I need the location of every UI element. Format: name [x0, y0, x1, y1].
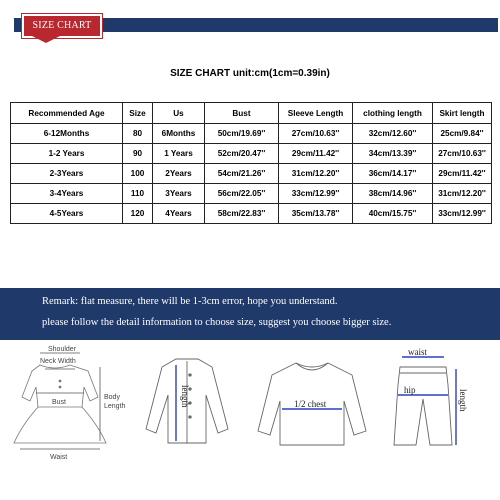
table-cell: 33cm/12.99'' — [279, 184, 353, 204]
table-cell: 3Years — [153, 184, 205, 204]
table-cell: 29cm/11.42'' — [279, 144, 353, 164]
table-cell: 100 — [123, 164, 153, 184]
shirt-button — [189, 374, 191, 376]
table-cell: 58cm/22.83'' — [205, 204, 279, 224]
table-cell: 36cm/14.17'' — [353, 164, 433, 184]
button-dot — [59, 380, 61, 382]
banner-label: SIZE CHART — [32, 20, 92, 31]
shirt-length-label: length — [180, 385, 190, 408]
table-cell: 6-12Months — [11, 124, 123, 144]
table-cell: 4-5Years — [11, 204, 123, 224]
table-row — [11, 204, 492, 224]
table-row — [11, 144, 492, 164]
table-header-row — [11, 103, 492, 124]
pants-length-label: length — [458, 389, 468, 412]
table-row — [11, 124, 492, 144]
pants-outline-icon — [394, 367, 452, 445]
table-cell: 40cm/15.75'' — [353, 204, 433, 224]
table-row — [11, 184, 492, 204]
header-cell: Skirt length — [433, 103, 492, 124]
button-dot — [59, 386, 61, 388]
shirt-button — [189, 416, 191, 418]
remark-line-2: please follow the detail information to choose size, suggest you choose bigger size. — [42, 317, 392, 328]
table-cell: 25cm/9.84'' — [433, 124, 492, 144]
header-cell: Size — [123, 103, 153, 124]
neck-width-label: Neck Width — [40, 358, 76, 365]
chest-label: 1/2 chest — [294, 399, 327, 409]
body-length-label-1: Body — [104, 394, 120, 401]
pants-waist-label: waist — [408, 347, 427, 357]
table-row — [11, 164, 492, 184]
table-cell: 90 — [123, 144, 153, 164]
table-cell: 27cm/10.63'' — [279, 124, 353, 144]
hip-label: hip — [404, 385, 416, 395]
bust-label: Bust — [52, 399, 67, 406]
table-cell: 2-3Years — [11, 164, 123, 184]
table-cell: 27cm/10.63'' — [433, 144, 492, 164]
table-cell: 1 Years — [153, 144, 205, 164]
table-cell: 52cm/20.47'' — [205, 144, 279, 164]
table-cell: 6Months — [153, 124, 205, 144]
table-cell: 110 — [123, 184, 153, 204]
remark-line-1: Remark: flat measure, there will be 1-3cm error, hope you understand. — [42, 296, 338, 307]
table-cell: 4Years — [153, 204, 205, 224]
header-cell: Us — [153, 103, 205, 124]
sweater-collar — [296, 363, 328, 370]
banner-tail — [30, 35, 62, 43]
table-cell: 34cm/13.39'' — [353, 144, 433, 164]
table-cell: 33cm/12.99'' — [433, 204, 492, 224]
table-cell: 1-2 Years — [11, 144, 123, 164]
header-cell: Recommended Age — [11, 103, 123, 124]
shoulder-label: Shoulder — [48, 346, 77, 353]
table-cell: 31cm/12.20'' — [433, 184, 492, 204]
remark-banner — [0, 288, 500, 340]
header-cell: Bust — [205, 103, 279, 124]
table-cell: 38cm/14.96'' — [353, 184, 433, 204]
table-cell: 54cm/21.26'' — [205, 164, 279, 184]
table-cell: 31cm/12.20'' — [279, 164, 353, 184]
table-cell: 3-4Years — [11, 184, 123, 204]
body-length-label-2: Length — [104, 403, 126, 410]
table-cell: 35cm/13.78'' — [279, 204, 353, 224]
waist-label: Waist — [50, 454, 68, 461]
table-cell: 120 — [123, 204, 153, 224]
table-cell: 50cm/19.69'' — [205, 124, 279, 144]
header-cell: Sleeve Length — [279, 103, 353, 124]
header-cell: clothing length — [353, 103, 433, 124]
pants-diagram — [394, 357, 456, 445]
measurement-diagrams — [0, 345, 500, 500]
table-cell: 32cm/12.60'' — [353, 124, 433, 144]
table-cell: 2Years — [153, 164, 205, 184]
table-cell: 80 — [123, 124, 153, 144]
table-cell: 56cm/22.05'' — [205, 184, 279, 204]
chart-title: SIZE CHART unit:cm(1cm=0.39in) — [170, 68, 330, 79]
table-cell: 29cm/11.42'' — [433, 164, 492, 184]
size-table — [10, 102, 492, 224]
